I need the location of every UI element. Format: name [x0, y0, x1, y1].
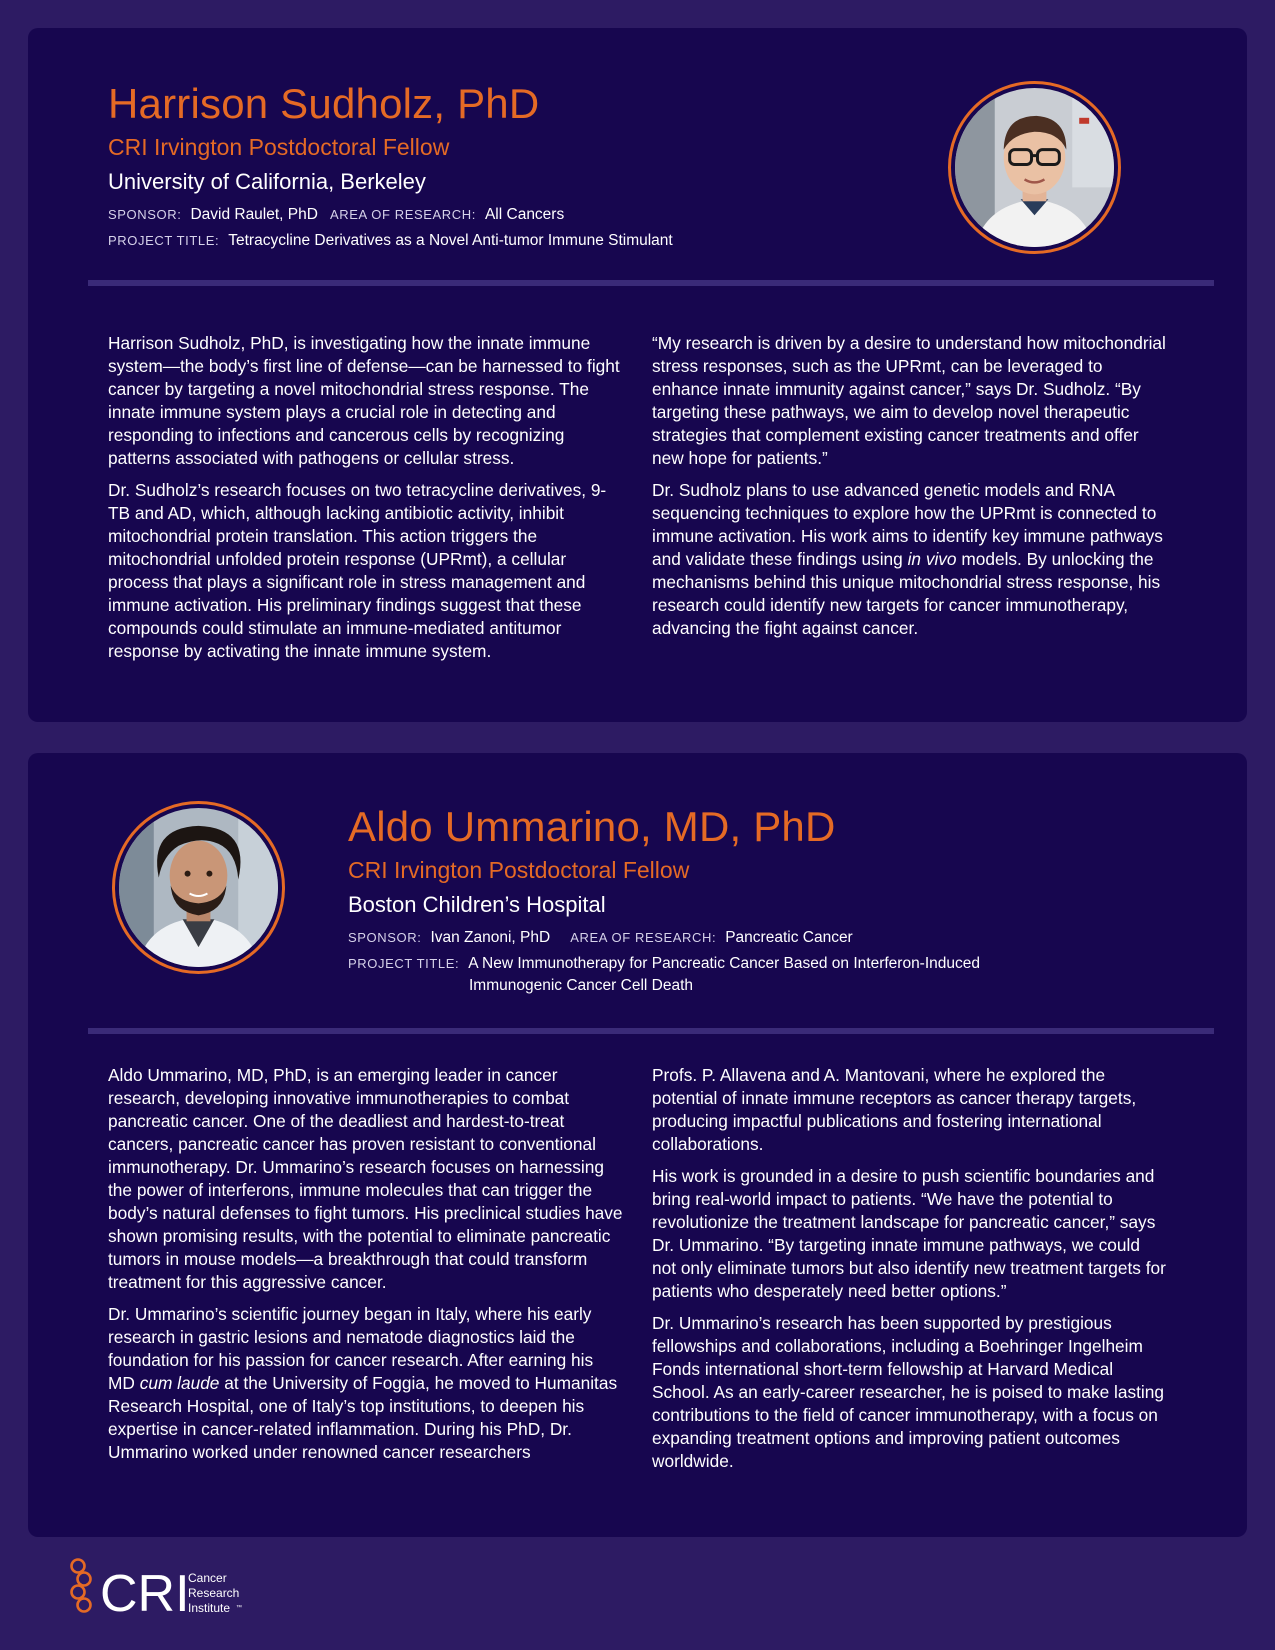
- profile-card-sudholz: [28, 28, 1247, 722]
- project-label: PROJECT TITLE:: [108, 233, 220, 248]
- profile-name: Harrison Sudholz, PhD: [108, 80, 540, 127]
- portrait-image: [955, 88, 1114, 247]
- logo-line1: Cancer: [188, 1571, 227, 1585]
- sponsor-area-line: [348, 929, 853, 947]
- cri-hexagon-mark-icon: [68, 1555, 258, 1625]
- profile-institution: Boston Children’s Hospital: [348, 892, 606, 917]
- portrait-image: [119, 808, 278, 967]
- project-title: Tetracycline Derivatives as a Novel Anti-tumor Immune Stimulant: [228, 232, 673, 249]
- project-title-continued: [469, 977, 693, 995]
- text-run: Dr. Sudholz plans to use advanced genetic models and RNA sequencing techniques to explore how the UPRmt is connected to immune activation. His work aims to identify key immune pathways and validate these findings using: [652, 480, 1163, 569]
- bio-column-left: [108, 332, 624, 672]
- bio-column-right: [652, 1064, 1168, 1482]
- project-line: [348, 955, 980, 973]
- bio-paragraph: [108, 1303, 624, 1464]
- bio-paragraph: Profs. P. Allavena and A. Mantovani, where he explored the potential of innate immune receptors as cancer therapy targets, producing impactful publications and fostering international collaborations.: [652, 1065, 1137, 1154]
- text-run: models. By unlocking the mechanisms behind this unique mitochondrial stress response, his research could identify new targets for cancer immunotherapy, advancing the fight against cancer.: [652, 549, 1161, 638]
- section-divider: [88, 1028, 1214, 1034]
- area-label: AREA OF RESEARCH:: [329, 207, 476, 222]
- project-title-line2: Immunogenic Cancer Cell Death: [469, 977, 693, 994]
- sponsor-area-line: [108, 206, 564, 224]
- profile-photo: [112, 801, 285, 974]
- bio-column-left: [108, 1064, 624, 1473]
- sponsor-label: SPONSOR:: [348, 930, 422, 945]
- profile-card-ummarino: [28, 753, 1247, 1537]
- project-title-line1: A New Immunotherapy for Pancreatic Cancer Based on Interferon-Induced: [468, 955, 981, 972]
- sponsor-value: David Raulet, PhD: [190, 206, 318, 223]
- section-divider: [88, 280, 1214, 286]
- profile-photo: [948, 81, 1121, 254]
- profile-role: CRI Irvington Postdoctoral Fellow: [108, 134, 450, 160]
- text-run: Dr. Ummarino’s scientific journey began in Italy, where his early research in gastric lesions and nematode diagnostics laid the foundation for his passion for cancer research. After earning his MD: [108, 1304, 594, 1393]
- text-run: at the University of Foggia, he moved to Humanitas Research Hospital, one of Italy’s top institutions, to deepen his expertise in cancer-related inflammation. During his PhD, Dr. Ummarino worked under renowned cancer researchers: [108, 1373, 618, 1462]
- logo-line3: Institute: [188, 1601, 231, 1615]
- logo-trademark: ™: [236, 1605, 242, 1611]
- bio-paragraph: Dr. Sudholz’s research focuses on two tetracycline derivatives, 9-TB and AD, which, although lacking antibiotic activity, inhibit mitochondrial protein translation. This action triggers the mitochondrial unfolded protein response (UPRmt), a cellular process that plays a significant role in stress management and immune activation. His preliminary findings suggest that these compounds could stimulate an immune-mediated antitumor response by activating the innate immune system.: [108, 480, 607, 661]
- profile-name: Aldo Ummarino, MD, PhD: [348, 803, 836, 850]
- project-label: PROJECT TITLE:: [348, 956, 460, 971]
- bio-paragraph: [652, 479, 1168, 640]
- project-line: [108, 232, 673, 250]
- bio-quote-paragraph: His work is grounded in a desire to push scientific boundaries and bring real-world impact to patients. “We have the potential to revolutionize the treatment landscape for pancreatic cancer,” says Dr. Ummarino. “By targeting innate immune pathways, we could not only eliminate tumors but also identify new treatment targets for patients who desperately need better options.”: [652, 1166, 1166, 1301]
- sponsor-value: Ivan Zanoni, PhD: [430, 929, 551, 946]
- area-label: AREA OF RESEARCH:: [570, 930, 717, 945]
- profile-role: CRI Irvington Postdoctoral Fellow: [348, 857, 690, 883]
- profile-institution: University of California, Berkeley: [108, 169, 426, 194]
- cri-logo: [68, 1555, 258, 1630]
- area-value: Pancreatic Cancer: [725, 929, 853, 946]
- bio-column-right: [652, 332, 1168, 649]
- bio-paragraph: Dr. Ummarino’s research has been supported by prestigious fellowships and collaborations, including a Boehringer Ingelheim Fonds international short-term fellowship at Harvard Medical School. As an early-career researcher, he is poised to make lasting contributions to the field of cancer immunotherapy, with a focus on expanding treatment options and improving patient outcomes worldwide.: [652, 1313, 1164, 1471]
- bio-paragraph: Harrison Sudholz, PhD, is investigating how the innate immune system—the body’s first line of defense—can be harnessed to fight cancer by targeting a novel mitochondrial stress response. The innate immune system plays a crucial role in detecting and responding to infections and cancerous cells by recognizing patterns associated with pathogens or cellular stress.: [108, 333, 620, 468]
- bio-paragraph: Aldo Ummarino, MD, PhD, is an emerging leader in cancer research, developing innovative immunotherapies to combat pancreatic cancer. One of the deadliest and hardest-to-treat cancers, pancreatic cancer has proven resistant to conventional immunotherapy. Dr. Ummarino’s research focuses on harnessing the power of interferons, immune molecules that can trigger the body’s natural defenses to fight tumors. His preclinical studies have shown promising results, with the potential to eliminate pancreatic tumors in mouse models—a breakthrough that could transform treatment for this aggressive cancer.: [108, 1065, 623, 1292]
- italic-term: in vivo: [907, 549, 957, 569]
- bio-quote-paragraph: “My research is driven by a desire to understand how mitochondrial stress responses, such as the UPRmt, can be leveraged to enhance innate immunity against cancer,” says Dr. Sudholz. “By targeting these pathways, we aim to develop novel therapeutic strategies that complement existing cancer treatments and offer new hope for patients.”: [652, 333, 1166, 468]
- logo-line2: Research: [188, 1586, 240, 1600]
- logo-letters: CRI: [100, 1565, 190, 1623]
- italic-term: cum laude: [139, 1373, 220, 1393]
- sponsor-label: SPONSOR:: [108, 207, 182, 222]
- area-value: All Cancers: [484, 206, 565, 223]
